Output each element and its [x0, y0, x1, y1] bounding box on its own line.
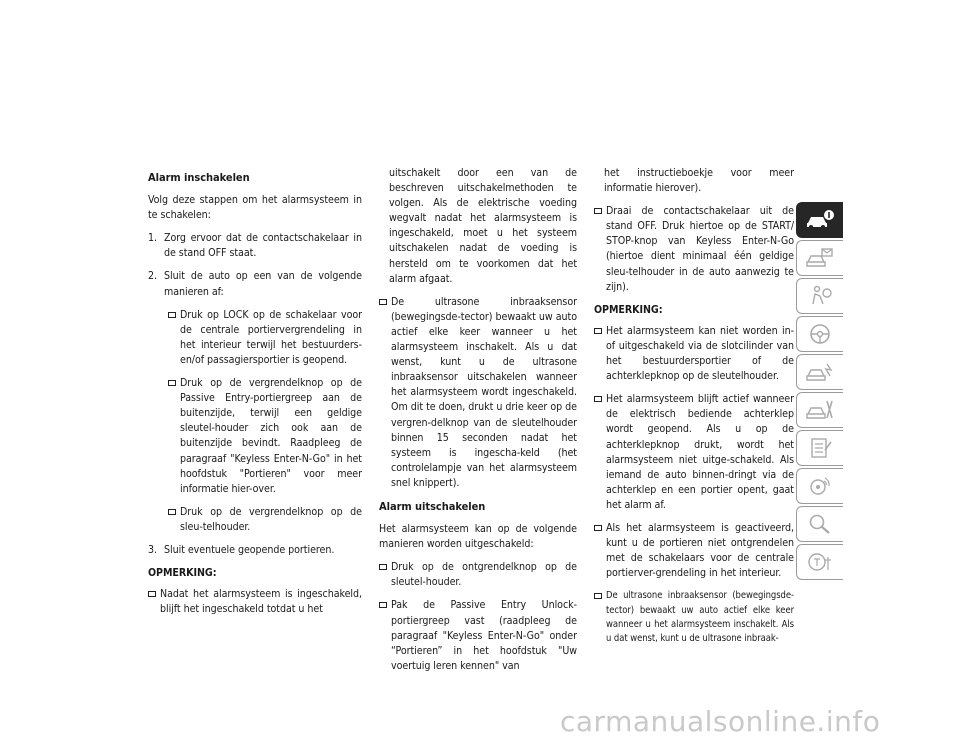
bullet-square-icon — [379, 602, 387, 608]
bullet-item: Druk op LOCK op de schakelaar voor de centrale portiervergrendeling in het interieur terwijl het bestuurders- en/of passagiersportier is geopend. — [168, 308, 362, 368]
tab-airbag-seat[interactable] — [796, 278, 843, 314]
airbag-seat-icon — [805, 284, 835, 308]
section-heading-enable: Alarm inschakelen — [148, 171, 250, 184]
bullet-item: Druk op de ontgrendelknop op de sleutel-houder. — [379, 560, 577, 590]
warning-lights-icon — [805, 246, 835, 270]
continued-text: uitschakelt door een van de beschreven uitschakelmethoden te volgen. Als de elektrische voeding wegvalt nadat het alarmsysteem is ingeschakeld, moet u het systeem uitschakelen nadat de voeding is hersteld om te voorkomen dat het alarm afgaat. — [389, 167, 577, 285]
bullet-square-icon — [168, 509, 176, 515]
magnifier-index-icon — [805, 512, 835, 536]
bullet-item: Het alarmsysteem blijft actief wanneer de elektrisch bediende achterklep wordt geopend. Als u op de achterklepknop drukt, wordt het alarmsysteem niet uitge-schakeld. Als iemand de auto binnen-dringt via de achterklep en een portier opent, gaat het alarm af. — [594, 392, 794, 513]
right-column — [594, 166, 794, 654]
middle-column — [379, 166, 577, 682]
watermark-text: carmanualsonline.info — [560, 704, 881, 738]
continued-text: het instructieboekje voor meer informatie hierover). — [604, 167, 794, 195]
tab-index[interactable] — [796, 506, 843, 542]
intro-text: Volg deze stappen om het alarmsysteem in te schakelen: — [148, 194, 362, 222]
bullet-item: Nadat het alarmsysteem is ingeschakeld, blijft het ingeschakeld totdat u het — [148, 587, 362, 617]
tab-warning-lights[interactable] — [796, 240, 843, 276]
intro-text: Het alarmsysteem kan op de volgende manieren worden uitgeschakeld: — [379, 523, 577, 551]
bullet-square-icon — [594, 208, 602, 214]
note-label: OPMERKING: — [594, 303, 663, 316]
step-number: 2. — [148, 270, 157, 283]
bullet-square-icon — [594, 593, 602, 599]
tab-language[interactable] — [796, 544, 843, 580]
tab-car-tools[interactable] — [796, 392, 843, 428]
bullet-square-icon — [168, 312, 176, 318]
tab-car-info[interactable] — [796, 202, 843, 238]
tab-multimedia[interactable] — [796, 468, 843, 504]
bullet-square-icon — [594, 525, 602, 531]
bullet-item: Druk op de vergrendelknop op de Passive Entry-portiergreep aan de buitenzijde, terwijl een geldige sleutel-houder zich ook aan de buitenzijde bevindt. Raadpleeg de paragraaf "Keyless Enter-N-Go" in het hoofdstuk "Portieren" voor meer informatie hier-over. — [168, 376, 362, 497]
step-number: 1. — [148, 232, 157, 245]
maintenance-list-icon — [805, 436, 835, 460]
bullet-square-icon — [594, 328, 602, 334]
left-column — [148, 166, 362, 625]
bullet-square-icon — [379, 299, 387, 305]
steering-wheel-icon — [805, 322, 835, 346]
bullet-square-icon — [168, 380, 176, 386]
bullet-square-icon — [148, 591, 156, 597]
tab-maintenance[interactable] — [796, 430, 843, 466]
bullet-square-icon — [379, 564, 387, 570]
bullet-square-icon — [594, 396, 602, 402]
multimedia-icon — [805, 474, 835, 498]
car-tools-icon — [805, 398, 835, 422]
bullet-item: Draai de contactschakelaar uit de stand OFF. Druk hiertoe op de START/ STOP-knop van Keyless Enter-N-Go (hiertoe dient minimaal één geldige sleu-telhouder in de auto aanwezig te zijn). — [594, 204, 794, 295]
step-3 — [148, 543, 362, 558]
bullet-item: Het alarmsysteem kan niet worden in- of uitgeschakeld via de slotcilinder van het bestuurdersportier of de achterklepknop op de sleutelhouder. — [594, 324, 794, 384]
step-text: Sluit de auto op een van de volgende manieren af: — [164, 270, 362, 298]
note-label: OPMERKING: — [148, 567, 217, 580]
chapter-tabs — [796, 202, 844, 582]
step-text: Sluit eventuele geopende portieren. — [164, 543, 335, 556]
tab-steering[interactable] — [796, 316, 843, 352]
bullet-item: De ultrasone inbraaksensor (bewegingsde-tector) bewaakt uw auto actief elke keer wanneer u het alarmsysteem inschakelt. Als u dat wenst, kunt u de ultrasone inbraak- — [594, 589, 794, 646]
bullet-item: De ultrasone inbraaksensor (bewegingsde-tector) bewaakt uw auto actief elke keer wanneer u het alarmsysteem inschakelt. Als u dat wenst, kunt u de ultrasone inbraaksensor uitschakelen wanneer het alarmsysteem wordt ingeschakeld. Om dit te doen, drukt u drie keer op de vergren-delknop van de sleutelhouder binnen 15 seconden nadat het systeem is ingescha-keld (het controlelampje van het alarmsysteem snel knippert). — [379, 295, 577, 491]
step-1 — [148, 231, 362, 261]
section-heading-disable: Alarm uitschakelen — [379, 499, 486, 513]
car-crash-icon — [805, 360, 835, 384]
tab-car-crash[interactable] — [796, 354, 843, 390]
step-text: Zorg ervoor dat de contactschakelaar in de stand OFF staat. — [164, 232, 362, 260]
step-2 — [148, 269, 362, 299]
bullet-item: Druk op de vergrendelknop op de sleu-telhouder. — [168, 505, 362, 535]
step-number: 3. — [148, 543, 157, 556]
language-icon — [805, 550, 835, 574]
bullet-item: Pak de Passive Entry Unlock-portiergreep vast (raadpleeg de paragraaf "Keyless Enter-N-Go" onder “Portieren” in het hoofdstuk "Uw voertuig leren kennen" van — [379, 598, 577, 673]
car-info-icon — [805, 208, 835, 232]
bullet-item: Als het alarmsysteem is geactiveerd, kunt u de portieren niet ontgrendelen met de schakelaars voor de centrale portierver-grendeling in het interieur. — [594, 521, 794, 581]
